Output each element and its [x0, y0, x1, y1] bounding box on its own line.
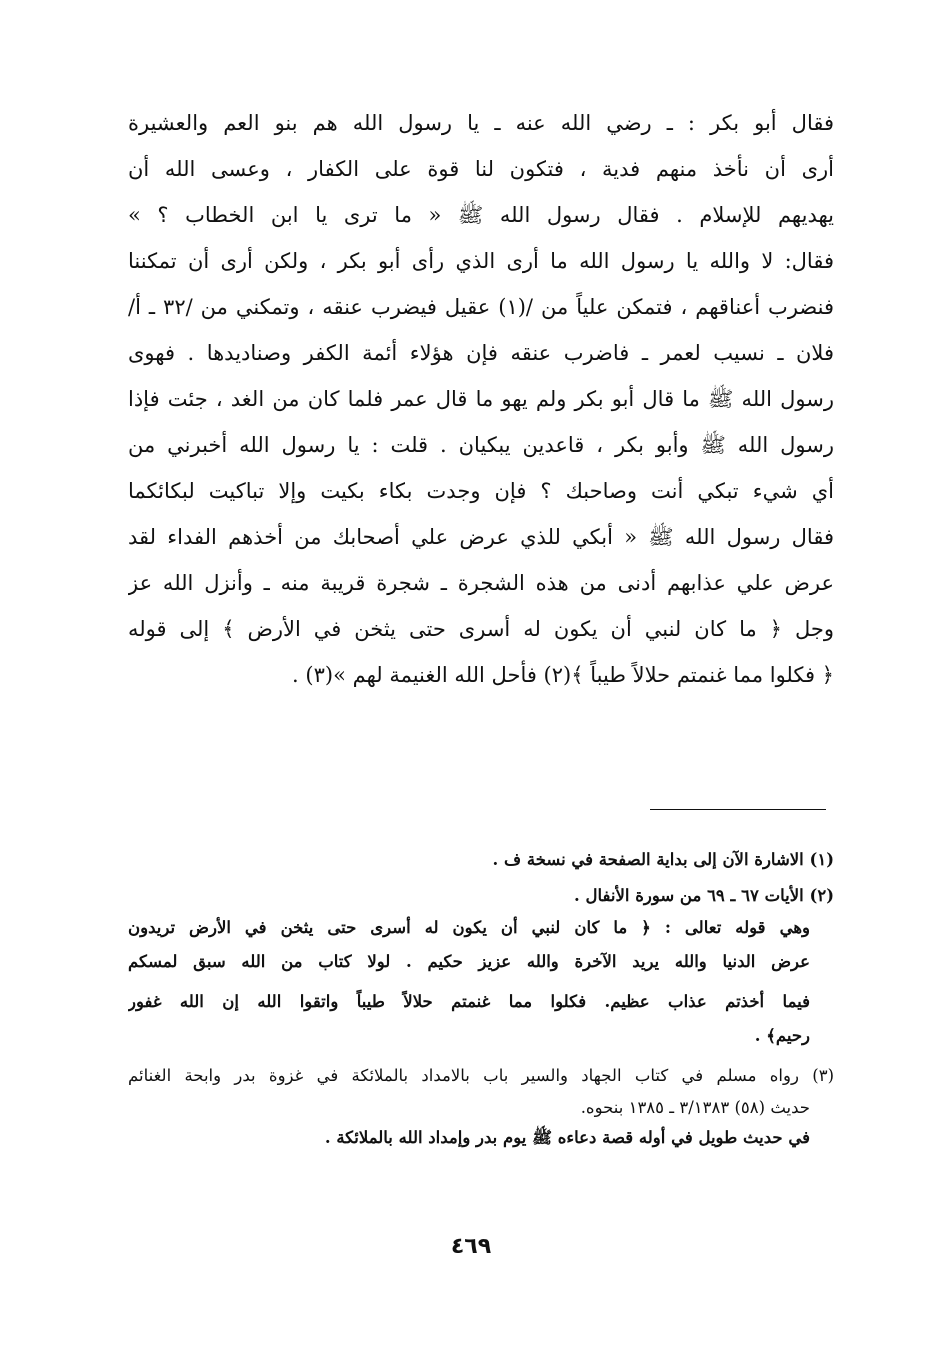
- main-text-line: فقال: لا والله يا رسول الله ما أرى الذي رأى أبو بكر ، ولكن أرى أن تمكننا: [128, 249, 834, 273]
- main-text-body: [128, 100, 834, 698]
- footnotes: [128, 845, 834, 1153]
- main-text-line: أرى أن نأخذ منهم فدية ، فتكون لنا قوة على الكفار ، وعسى الله أن: [128, 157, 834, 181]
- main-text-line: فنضرب أعناقهم ، فتمكن علياً من /(١) عقيل فيضرب عنقه ، وتمكني من /٣٢ ـ أ/: [128, 295, 834, 319]
- main-text-line: وجل ﴿ ما كان لنبي أن يكون له أسرى حتى يثخن في الأرض ﴾ إلى قوله: [128, 617, 834, 641]
- footnote-separator: [650, 809, 826, 810]
- footnote-2-continuation: عرض الدنيا والله يريد الآخرة والله عزيز حكيم . لولا كتاب من الله سبق لمسكم: [128, 952, 810, 971]
- main-text-line: رسول الله ﷺ ما قال أبو بكر ولم يهو ما قال عمر فلما كان من الغد ، جئت فإذا: [128, 387, 834, 411]
- main-text-line: ﴿ فكلوا مما غنمتم حلالاً طيباً ﴾(٢) فأحل الله الغنيمة لهم »(٣) .: [292, 663, 834, 687]
- page-number: ٤٦٩: [450, 1234, 492, 1259]
- footnote-2-continuation: فيما أخذتم عذاب عظيم. فكلوا مما غنمتم حلالاً طيباً واتقوا الله إن الله غفور: [128, 992, 810, 1011]
- main-text-line: أي شيء تبكي أنت وصاحبك ؟ فإن وجدت بكاء بكيت وإلا تباكيت لبكائكما: [128, 479, 834, 503]
- main-text-line: فقال رسول الله ﷺ « أبكي للذي عرض علي أصحابك من أخذهم الفداء لقد: [128, 525, 834, 549]
- footnote-2-continuation: رحيم﴾ .: [754, 1026, 810, 1045]
- main-text-line: يهديهم للإسلام . فقال رسول الله ﷺ « ما ترى يا ابن الخطاب ؟ »: [128, 203, 834, 227]
- footnote-2: (٢) الأيات ٦٧ ـ ٦٩ من سورة الأنفال .: [574, 886, 834, 905]
- main-text-line: رسول الله ﷺ وأبو بكر ، قاعدين يبكيان . قلت : يا رسول الله أخبرني من: [128, 433, 834, 457]
- footnote-1: (١) الاشارة الآن إلى بداية الصفحة في نسخة ف .: [492, 850, 834, 869]
- main-text-line: فقال أبو بكر : ـ رضي الله عنه ـ يا رسول الله هم بنو العم والعشيرة: [128, 111, 834, 135]
- main-text-line: فلان ـ نسيب لعمر ـ فاضرب عنقه فإن هؤلاء أئمة الكفر وصناديدها . فهوى: [128, 341, 834, 365]
- footnote-3: (٣) رواه مسلم في كتاب الجهاد والسير باب بالامداد بالملائكة في غزوة بدر وابحة الغنائم: [128, 1066, 834, 1085]
- main-text-line: عرض علي عذابهم أدنى من هذه الشجرة ـ شجرة قريبة منه ـ وأنزل الله عز: [128, 571, 834, 595]
- footnote-3-continuation: في حديث طويل في أوله قصة دعاءه ﷺ يوم بدر وإمداد الله بالملائكة .: [324, 1128, 810, 1147]
- footnote-3-continuation: حديث (٥٨) ٣/١٣٨٣ ـ ١٣٨٥ بنحوه.: [580, 1098, 810, 1117]
- footnote-2-continuation: وهي قوله تعالى : ﴿ ما كان لنبي أن يكون له أسرى حتى يثخن في الأرض تريدون: [128, 918, 810, 937]
